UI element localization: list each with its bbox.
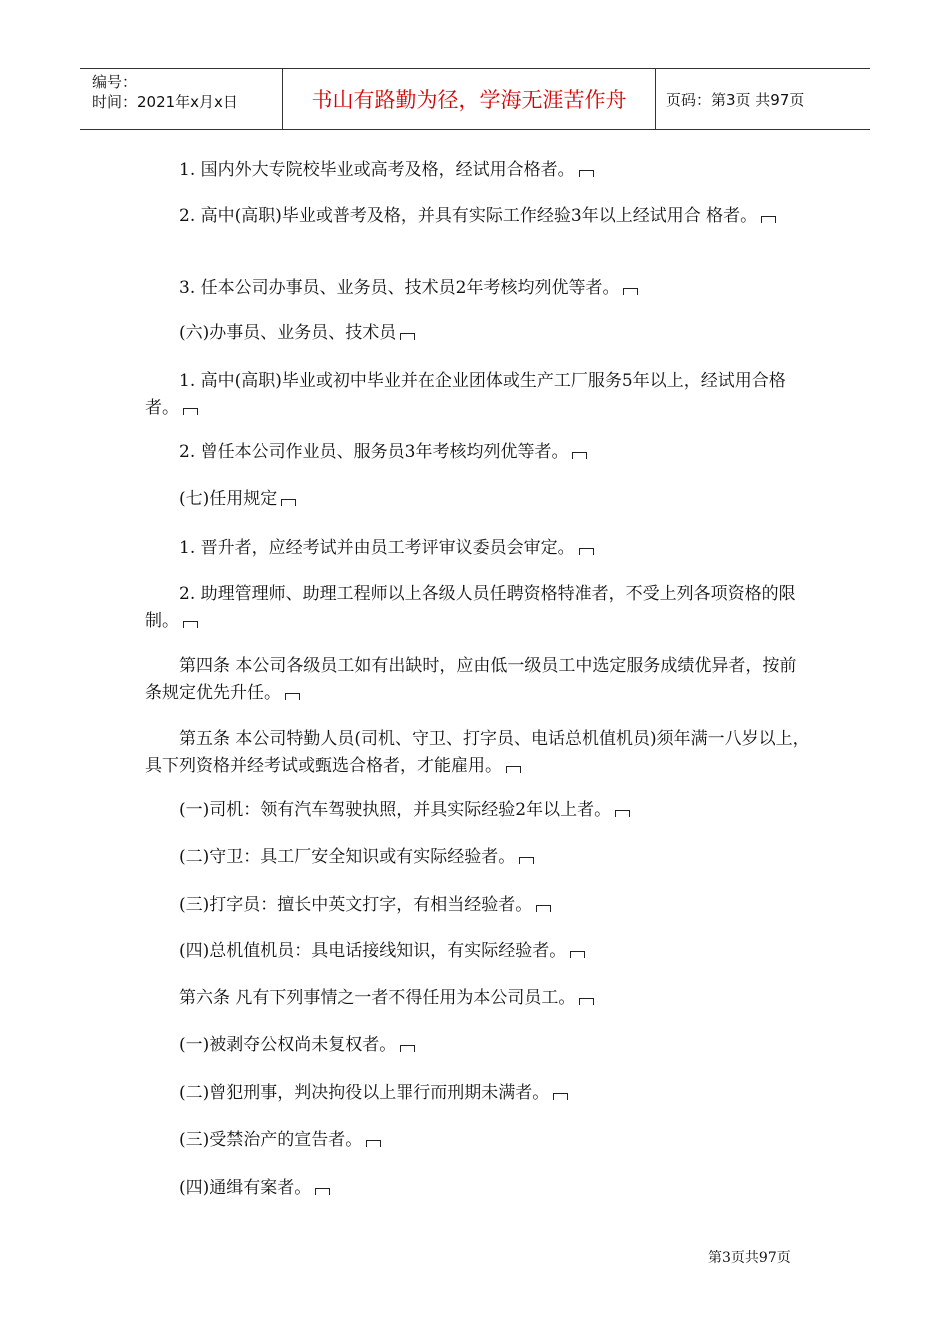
paragraph-mark-icon <box>579 998 594 1005</box>
paragraph <box>145 320 810 347</box>
paragraph <box>145 844 810 871</box>
paragraph-mark-icon <box>579 170 594 177</box>
paragraph <box>145 203 810 230</box>
paragraph-mark-icon <box>519 857 534 864</box>
paragraph-text: 3. 任本公司办事员、业务员、技术员2年考核均列优等者。 <box>145 278 620 298</box>
paragraph <box>145 797 810 824</box>
paragraph <box>145 1032 810 1059</box>
paragraph-text: (三)打字员：擅长中英文打字，有相当经验者。 <box>145 895 533 915</box>
paragraph <box>145 892 810 919</box>
document-number-label: 编号： <box>92 73 138 91</box>
paragraph-mark-icon <box>615 810 630 817</box>
paragraph-text: (七)任用规定 <box>145 489 278 509</box>
paragraph <box>145 726 810 780</box>
paragraph-text: 1. 国内外大专院校毕业或高考及格，经试用合格者。 <box>145 160 575 180</box>
paragraph <box>145 1080 810 1107</box>
header-motto: 书山有路勤为径，学海无涯苦作舟 <box>282 69 656 129</box>
paragraph-mark-icon <box>579 548 594 555</box>
paragraph-text: 第五条 本公司特勤人员(司机、守卫、打字员、电话总机值机员)须年满一八岁以上，具下列资格并经考试或甄选合格者，才能雇用。 <box>145 729 810 776</box>
header-meta <box>80 69 282 129</box>
paragraph-mark-icon <box>400 1045 415 1052</box>
paragraph-text: (三)受禁治产的宣告者。 <box>145 1130 363 1150</box>
paragraph-mark-icon <box>315 1188 330 1195</box>
paragraph <box>145 653 810 707</box>
paragraph-text: (一)被剥夺公权尚未复权者。 <box>145 1035 397 1055</box>
document-date-label: 时间：2021年x月x日 <box>92 93 238 111</box>
paragraph-text: (一)司机：领有汽车驾驶执照，并具实际经验2年以上者。 <box>145 800 612 820</box>
paragraph-mark-icon <box>183 408 198 415</box>
paragraph <box>145 985 810 1012</box>
paragraph-mark-icon <box>281 499 296 506</box>
paragraph-mark-icon <box>536 905 551 912</box>
paragraph <box>145 486 810 513</box>
paragraph <box>145 439 810 466</box>
header-page-number: 页码：第3页 共97页 <box>666 90 805 109</box>
paragraph-mark-icon <box>400 333 415 340</box>
paragraph-text: 2. 曾任本公司作业员、服务员3年考核均列优等者。 <box>145 442 569 462</box>
paragraph-mark-icon <box>572 452 587 459</box>
paragraph <box>145 157 810 184</box>
paragraph-mark-icon <box>623 288 638 295</box>
paragraph <box>145 1175 810 1202</box>
paragraph-mark-icon <box>506 766 521 773</box>
paragraph-text: (六)办事员、业务员、技术员 <box>145 323 397 343</box>
paragraph <box>145 275 810 302</box>
paragraph-text: (四)总机值机员：具电话接线知识，有实际经验者。 <box>145 941 567 961</box>
paragraph-mark-icon <box>183 621 198 628</box>
paragraph-text: 2. 助理管理师、助理工程师以上各级人员任聘资格特准者，不受上列各项资格的限制。 <box>145 584 796 631</box>
page-header <box>80 68 870 130</box>
paragraph-text: (二)守卫：具工厂安全知识或有实际经验者。 <box>145 847 516 867</box>
paragraph-text: (四)通缉有案者。 <box>145 1178 312 1198</box>
paragraph-mark-icon <box>570 951 585 958</box>
paragraph-text: 1. 晋升者，应经考试并由员工考评审议委员会审定。 <box>145 538 575 558</box>
paragraph-mark-icon <box>761 216 776 223</box>
paragraph <box>145 535 810 562</box>
paragraph-text: 第六条 凡有下列事情之一者不得任用为本公司员工。 <box>145 988 576 1008</box>
paragraph-mark-icon <box>285 693 300 700</box>
paragraph <box>145 1127 810 1154</box>
paragraph-text: (二)曾犯刑事，判决拘役以上罪行而刑期未满者。 <box>145 1083 550 1103</box>
paragraph-text: 2. 高中(高职)毕业或普考及格，并具有实际工作经验3年以上经试用合 格者。 <box>145 206 758 226</box>
paragraph-mark-icon <box>366 1140 381 1147</box>
paragraph <box>145 581 810 635</box>
paragraph <box>145 368 810 422</box>
page-footer: 第3页共97页 <box>708 1250 791 1266</box>
paragraph-text: 第四条 本公司各级员工如有出缺时，应由低一级员工中选定服务成绩优异者，按前条规定优先升任。 <box>145 656 797 703</box>
paragraph-text: 1. 高中(高职)毕业或初中毕业并在企业团体或生产工厂服务5年以上，经试用合格者。 <box>145 371 786 418</box>
paragraph <box>145 938 810 965</box>
paragraph-mark-icon <box>553 1093 568 1100</box>
